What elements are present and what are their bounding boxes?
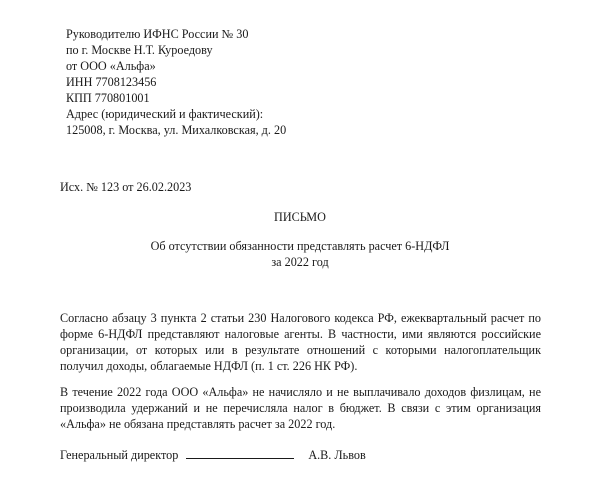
body-paragraph-1: Согласно абзацу 3 пункта 2 статьи 230 Налогового кодекса РФ, ежеквартальный расчет по форме 6-НДФЛ представляют налоговые агенты. В частности, ими являются российские организации, от которых или в результате отношений с которыми налогоплательщик получил доходы, облагаемые НДФЛ (п. 1 ст. 226 НК РФ). [60, 311, 541, 373]
addressee-line-address-label: Адрес (юридический и фактический): [66, 107, 264, 121]
subject-line-1: Об отсутствии обязанности представлять расчет 6-НДФЛ [150, 239, 450, 253]
addressee-line-address: 125008, г. Москва, ул. Михалковская, д. 20 [66, 123, 287, 137]
addressee-block [66, 26, 286, 138]
signature-name: А.В. Львов [308, 448, 366, 462]
addressee-line-inn: ИНН 7708123456 [66, 75, 157, 89]
addressee-line-head-name: по г. Москве Н.Т. Куроедову [66, 43, 213, 57]
addressee-line-sender: от ООО «Альфа» [66, 59, 156, 73]
signature-block [60, 446, 366, 463]
signature-position: Генеральный директор [60, 448, 179, 462]
addressee-line-head: Руководителю ИФНС России № 30 [66, 27, 249, 41]
document-title: ПИСЬМО [274, 210, 326, 224]
subject-line-2: за 2022 год [271, 255, 329, 269]
body-paragraph-2: В течение 2022 года ООО «Альфа» не начисляло и не выплачивало доходов физлицам, не производила удержаний и не перечисляла налог в бюджет. В связи с этим организация «Альфа» не обязана представлять расчет за 2022 год. [60, 385, 541, 431]
outgoing-number: Исх. № 123 от 26.02.2023 [60, 180, 192, 194]
subject-block [0, 238, 600, 270]
signature-line [186, 446, 294, 459]
addressee-line-kpp: КПП 770801001 [66, 91, 150, 105]
